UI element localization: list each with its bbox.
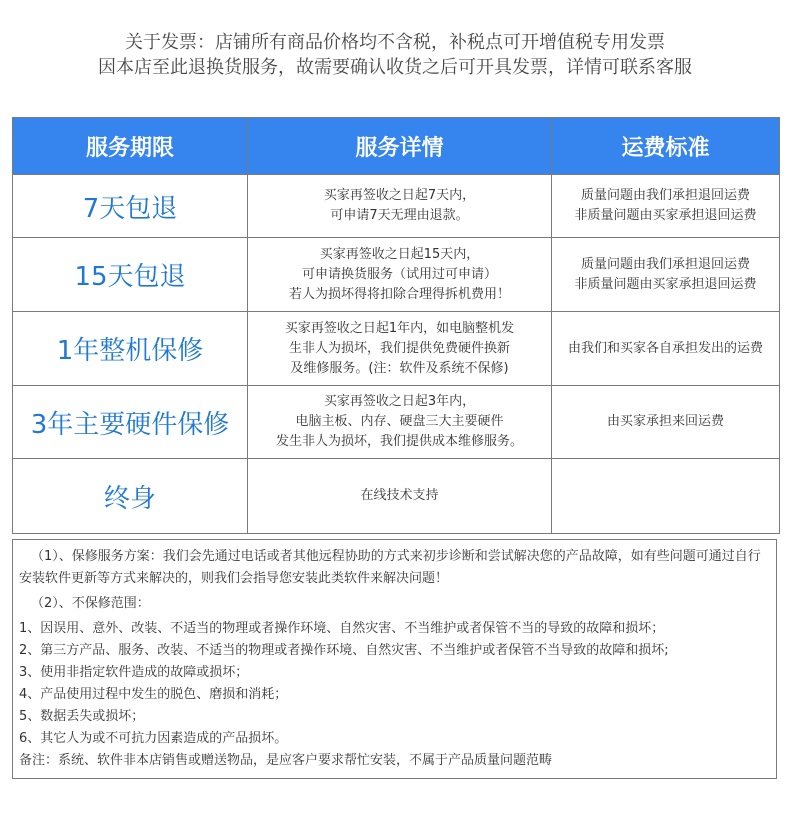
header-shipping-fee: 运费标准	[552, 118, 780, 175]
table-row	[13, 238, 780, 312]
fee-cell	[552, 312, 780, 386]
detail-line: 买家再签收之日起3年内，	[323, 394, 476, 409]
no-warranty-item: 5、数据丢失或损坏；	[19, 709, 145, 724]
detail-cell	[248, 386, 552, 459]
no-warranty-item: 1、因误用、意外、改装、不适当的物理或者操作环境、自然灾害、不当维护或者保管不当的导致的故障和损坏；	[19, 621, 665, 636]
period-cell: 3年主要硬件保修	[13, 386, 248, 459]
no-warranty-item: 4、产品使用过程中发生的脱色、磨损和消耗；	[19, 687, 288, 702]
no-warranty-item: 3、使用非指定软件造成的故障或损坏；	[19, 665, 249, 680]
fee-cell	[552, 175, 780, 238]
header-service-detail: 服务详情	[248, 118, 552, 175]
invoice-notice-line-2: 因本店至此退换货服务，故需要确认收货之后可开具发票，详情可联系客服	[98, 57, 692, 78]
header-service-period: 服务期限	[13, 118, 248, 175]
fee-cell	[552, 238, 780, 312]
service-table-header	[13, 118, 780, 175]
detail-line: 若人为损坏得将扣除合理得拆机费用！	[288, 286, 510, 302]
fee-line: 质量问题由我们承担退回运费	[580, 256, 750, 272]
detail-line: 生非人为损坏，我们提供免费硬件换新	[288, 340, 510, 356]
period-cell: 1年整机保修	[13, 312, 248, 386]
detail-line: 买家再签收之日起15天内，	[319, 246, 480, 262]
detail-line: 买家再签收之日起7天内，	[323, 188, 476, 203]
invoice-notice	[0, 30, 790, 80]
detail-cell	[248, 459, 552, 534]
remark-note: 备注：系统、软件非本店销售或赠送物品，是应客户要求帮忙安装，不属于产品质量问题范畴	[19, 753, 553, 768]
detail-cell	[248, 238, 552, 312]
table-row	[13, 175, 780, 238]
detail-line: 及维修服务。(注：软件及系统不保修)	[290, 360, 509, 376]
fee-line: 非质量问题由买家承担退回运费	[574, 276, 757, 292]
period-cell: 15天包退	[13, 238, 248, 312]
warranty-notes	[12, 539, 777, 779]
table-row	[13, 459, 780, 534]
service-plan-paragraph: （1）、保修服务方案：我们会先通过电话或者其他远程协助的方式来初步诊断和尝试解决您的产品故障，如有些问题可通过自行安装软件更新等方式来解决的，则我们会指导您安装此类软件来解决问题！	[19, 549, 761, 586]
detail-line: 可申请7天无理由退款。	[330, 208, 469, 223]
no-warranty-item: 6、其它人为或不可抗力因素造成的产品损坏。	[19, 731, 288, 746]
fee-cell	[552, 459, 780, 534]
fee-line: 由我们和买家各自承担发出的运费	[567, 340, 763, 356]
no-warranty-title: （2）、不保修范围：	[31, 596, 150, 611]
fee-line: 非质量问题由买家承担退回运费	[574, 208, 757, 223]
detail-line: 买家再签收之日起1年内，如电脑整机发	[284, 320, 515, 336]
period-cell: 7天包退	[13, 175, 248, 238]
table-row	[13, 386, 780, 459]
period-cell: 终身	[13, 459, 248, 534]
no-warranty-item: 2、第三方产品、服务、改装、不适当的物理或者操作环境、自然灾害、不当维护或者保管不当导致的故障和损坏;	[19, 643, 669, 658]
fee-cell	[552, 386, 780, 459]
fee-line: 由买家承担来回运费	[606, 414, 724, 429]
fee-line: 质量问题由我们承担退回运费	[580, 188, 750, 203]
table-row	[13, 312, 780, 386]
invoice-notice-line-1: 关于发票：店铺所有商品价格均不含税，补税点可开增值税专用发票	[125, 32, 665, 53]
detail-line: 电脑主板、内存、硬盘三大主要硬件	[295, 414, 504, 429]
detail-cell	[248, 175, 552, 238]
service-table	[12, 117, 780, 534]
detail-cell	[248, 312, 552, 386]
detail-line: 可申请换货服务（试用过可申请）	[301, 266, 497, 282]
detail-line: 在线技术支持	[360, 488, 439, 503]
detail-line: 发生非人为损坏，我们提供成本维修服务。	[275, 434, 523, 449]
